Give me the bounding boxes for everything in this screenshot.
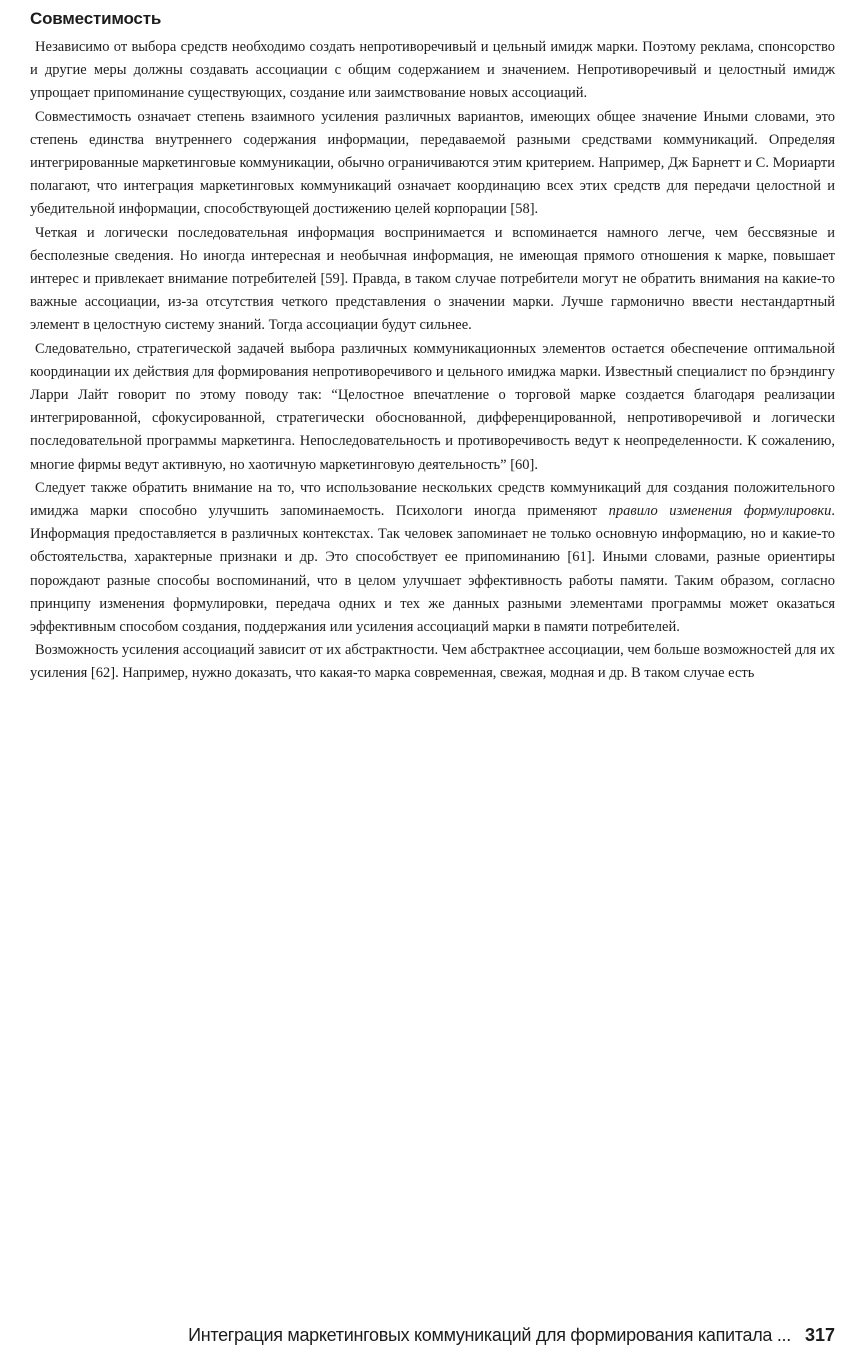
section-heading: Совместимость bbox=[30, 9, 162, 28]
paragraph-compatibility-definition: Совместимость означает степень взаимного усиления различных вариантов, имеющих общее значение Иными словами, это степень единства внутреннего содержания информации, передаваемой разными средствами коммуникаций. Определяя интегрированные маркетинговые коммуникации, обычно ограничиваются этим критерием. Например, Дж Барнетт и С. Мориарти полагают, что интеграция маркетинговых коммуникаций означает координацию всех этих средств для передачи целостной и убедительной информации, способствующей достижению целей корпорации [58]. bbox=[30, 108, 835, 218]
paragraph-abstractness: Возможность усиления ассоциаций зависит от их абстрактности. Чем абстрактнее ассоциации, чем больше возможностей для их усиления [62]. Например, нужно доказать, что какая-то марка современная, свежая, модная и др. В таком случае есть bbox=[30, 642, 835, 682]
paragraph-strategic-task: Следовательно, стратегической задачей выбора различных коммуникационных элементов остается обеспечение оптимальной координации их действия для формирования непротиворечивого и цельного имиджа марки. Известный специалист по брэндингу Ларри Лайт говорит по этому поводу так: “Целостное впечатление о торговой марке создается благодаря реализации интегрированной, сфокусированной, стратегически обоснованной, дифференцированной, непротиворечивой и логически последовательной программы маркетинга. Непоследовательность и противоречивость ведут к неопределенности. К сожалению, многие фирмы ведут активную, но хаотичную маркетинговую деятельность” [60]. bbox=[30, 340, 835, 473]
paragraph-intro: Независимо от выбора средств необходимо создать непротиворечивый и цельный имидж марки. Поэтому реклама, спонсорство и другие меры должны создавать ассоциации с общим содержанием и значением. Непротиворечивый и целостный имидж упрощает припоминание существующих, создание или заимствование новых ассоциаций. bbox=[30, 39, 835, 102]
paragraph-reformulation-rule bbox=[30, 477, 835, 639]
page-number: 317 bbox=[804, 1325, 835, 1345]
paragraph-text-after: . Информация предоставляется в различных контекстах. Так человек запоминает не только основную информацию, но и какие-то обстоятельства, характерные признаки и др. Это способствует ее припоминанию [61]. Иными словами, разные ориентиры порождают разные способы воспоминаний, что в целом улучшает эффективность работы памяти. Таким образом, согласно принципу изменения формулировки, передача одних и тех же данных разными элементами программы может оказаться эффективным способом создания, поддержания или усиления ассоциаций марки в памяти потребителей. bbox=[30, 503, 835, 636]
running-title: Интеграция маркетинговых коммуникаций для формирования капитала ... bbox=[188, 1325, 791, 1345]
page-footer bbox=[30, 1320, 835, 1350]
emphasized-term: правило изменения формулировки bbox=[608, 503, 832, 520]
paragraph-clear-information: Четкая и логически последовательная информация воспринимается и вспоминается намного легче, чем бессвязные и бесполезные сведения. Но иногда интересная и необычная информация, не имеющая прямого отношения к марке, повышает интерес и привлекает внимание потребителей [59]. Правда, в таком случае потребители могут не обратить внимания на какие-то важные ассоциации, из-за отсутствия четкого представления о значении марки. Лучше гармонично ввести нестандартный элемент в целостную систему знаний. Тогда ассоциации будут сильнее. bbox=[30, 224, 835, 334]
paragraph-text-before: Следует также обратить внимание на то, что использование нескольких средств коммуникаций для создания положительного имиджа марки способно улучшить запоминаемость. Психологи иногда применяют bbox=[30, 479, 835, 520]
